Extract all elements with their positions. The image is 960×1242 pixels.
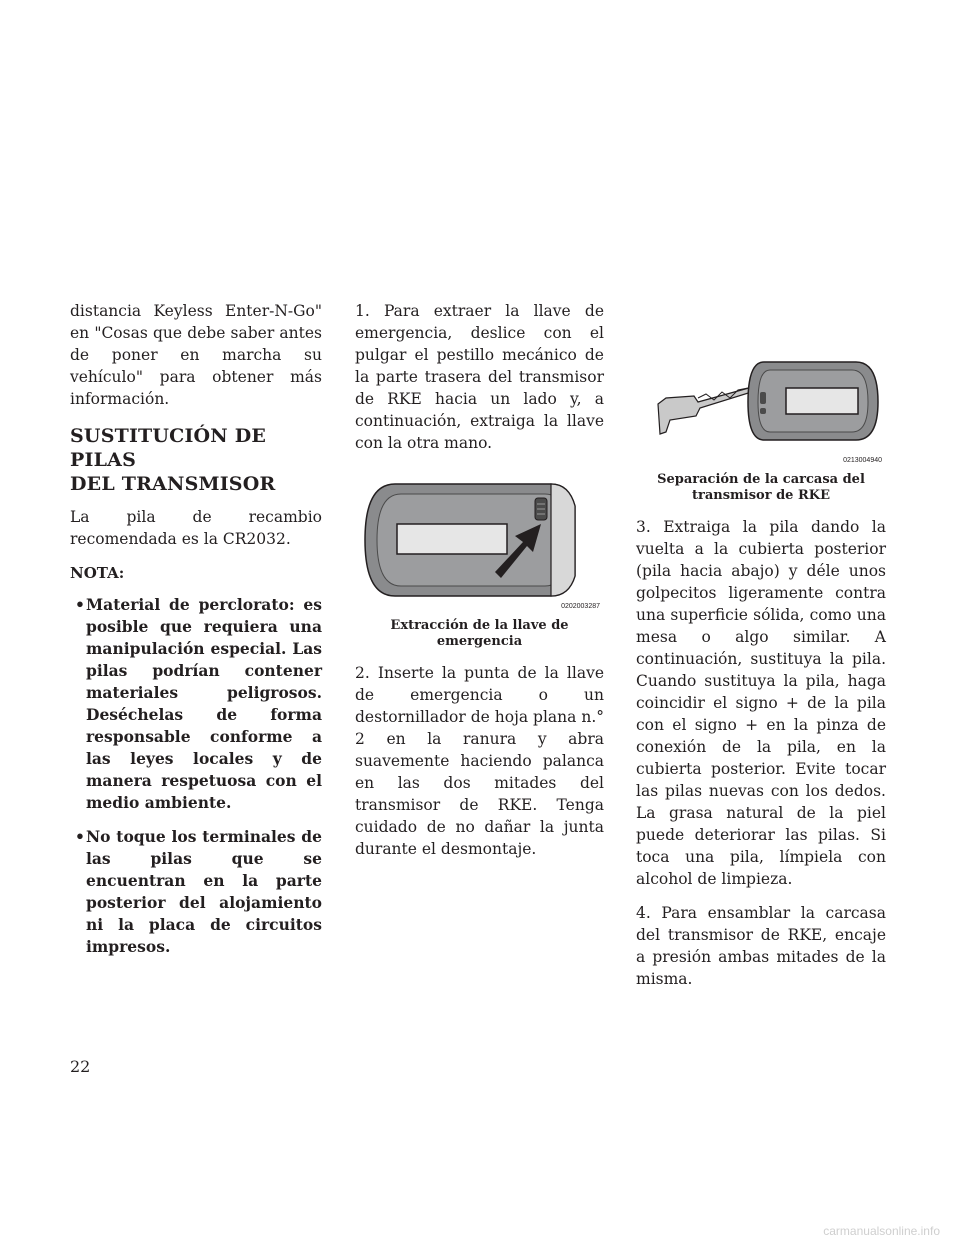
section-heading <box>70 424 322 496</box>
note-item <box>70 826 322 958</box>
watermark: carmanualsonline.info <box>823 1224 940 1238</box>
note-item-text: No toque los terminales de las pilas que se encuentran en la parte posterior del alojamiento ni la placa de circuitos impresos. <box>86 827 322 956</box>
figure-caption-line-1: Separación de la carcasa del <box>657 472 865 487</box>
key-and-fob-illustration <box>636 306 886 466</box>
bullet-icon: • <box>75 827 85 846</box>
step-3-paragraph: 3. Extraiga la pila dando la vuelta a la cubierta posterior (pila hacia abajo) y déle unos golpecitos ligeramente contra una superficie sólida, como una mesa o algo similar. A continuación, sustituya la pila. Cuando sustituya la pila, haga coincidir el signo + de la pila con el signo + en la pinza de conexión de la pila, en la cubierta posterior. Evite tocar las pilas nuevas con los dedos. La grasa natural de la piel puede deteriorar las pilas. Si toca una pila, límpiela con alcohol de limpieza. <box>636 518 886 888</box>
heading-line-2: DEL TRANSMISOR <box>70 473 276 495</box>
column-middle <box>355 300 604 860</box>
figure-code: 0202003287 <box>561 603 600 610</box>
figure-code: 0213004940 <box>843 457 882 464</box>
step-4-paragraph: 4. Para ensamblar la carcasa del transmisor de RKE, encaje a presión ambas mitades de la misma. <box>636 904 886 988</box>
note-item <box>70 594 322 814</box>
emergency-key-figure <box>355 466 604 612</box>
transmitter-separation-figure <box>636 306 886 466</box>
figure-caption-line-2: transmisor de RKE <box>691 488 830 503</box>
note-label: NOTA: <box>70 564 125 582</box>
page-number: 22 <box>70 1057 91 1076</box>
heading-line-1: SUSTITUCIÓN DE PILAS <box>70 425 267 471</box>
note-item-text: Material de perclorato: es posible que requiera una manipulación especial. Las pilas podrían contener materiales peligrosos. Deséchelas de forma responsable conforme a las leyes locales y de manera respetuosa con el medio ambiente. <box>86 595 322 812</box>
step-1-paragraph: 1. Para extraer la llave de emergencia, deslice con el pulgar el pestillo mecánico de la parte trasera del transmisor de RKE hacia un lado y, a continuación, extraiga la llave con la otra mano. <box>355 302 604 452</box>
bullet-icon: • <box>75 595 85 614</box>
battery-paragraph: La pila de recambio recomendada es la CR2032. <box>70 508 322 548</box>
figure-caption <box>636 472 886 504</box>
step-2-paragraph: 2. Inserte la punta de la llave de emergencia o un destornillador de hoja plana n.° 2 en la ranura y abra suavemente haciendo palanca en las dos mitades del transmisor de RKE. Tenga cuidado de no dañar la junta durante el desmontaje. <box>355 664 604 858</box>
figure-caption: Extracción de la llave de emergencia <box>390 618 569 649</box>
column-right <box>636 300 886 990</box>
column-left <box>70 300 322 970</box>
note-list <box>70 594 322 958</box>
intro-paragraph: distancia Keyless Enter-N-Go" en "Cosas que debe saber antes de poner en marcha su vehículo" para obtener más información. <box>70 302 322 408</box>
key-fob-back-illustration <box>355 466 604 612</box>
